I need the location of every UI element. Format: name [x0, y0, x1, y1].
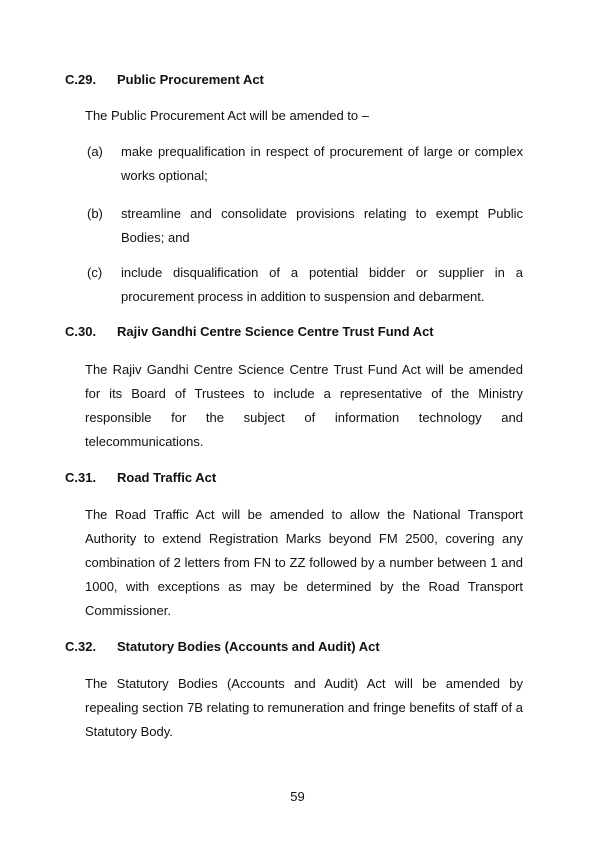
list-item-text: make prequalification in respect of procurement of large or complex works optional; [121, 144, 523, 183]
section-heading-c32 [65, 639, 380, 655]
list-item [85, 140, 523, 188]
list-item-text: include disqualification of a potential bidder or supplier in a procurement process in addition to suspension and debarment. [121, 265, 523, 304]
section-number: C.31. [65, 470, 97, 485]
section-title: Statutory Bodies (Accounts and Audit) Act [117, 639, 380, 654]
list-item [85, 261, 523, 309]
section-title: Road Traffic Act [117, 470, 217, 485]
section-body: The Statutory Bodies (Accounts and Audit) Act will be amended by repealing section 7B relating to remuneration and fringe benefits of staff of a Statutory Body. [85, 676, 523, 739]
list-item-label: (c) [87, 265, 103, 280]
list-item-label: (a) [87, 144, 103, 159]
section-title: Public Procurement Act [117, 72, 264, 87]
section-heading-c31 [65, 470, 216, 486]
section-number: C.32. [65, 639, 97, 654]
section-title: Rajiv Gandhi Centre Science Centre Trust Fund Act [117, 324, 434, 339]
list-item-label: (b) [87, 206, 103, 221]
section-heading-c30 [65, 324, 434, 340]
section-body: The Road Traffic Act will be amended to allow the National Transport Authority to extend Registration Marks beyond FM 2500, covering any combination of 2 letters from FN to ZZ followed by a number between 1 and 1000, with exceptions as may be determined by the Road Transport Commissioner. [85, 507, 523, 618]
list-item-text: streamline and consolidate provisions relating to exempt Public Bodies; and [121, 206, 523, 245]
section-intro: The Public Procurement Act will be amended to – [85, 108, 369, 123]
page-number: 59 [290, 789, 305, 804]
list-item [85, 202, 523, 250]
section-number: C.30. [65, 324, 97, 339]
section-body: The Rajiv Gandhi Centre Science Centre Trust Fund Act will be amended for its Board of Trustees to include a representative of the Ministry responsible for the subject of information technology and telecommunications. [85, 362, 523, 449]
section-heading-c29 [65, 72, 264, 88]
section-number: C.29. [65, 72, 97, 87]
